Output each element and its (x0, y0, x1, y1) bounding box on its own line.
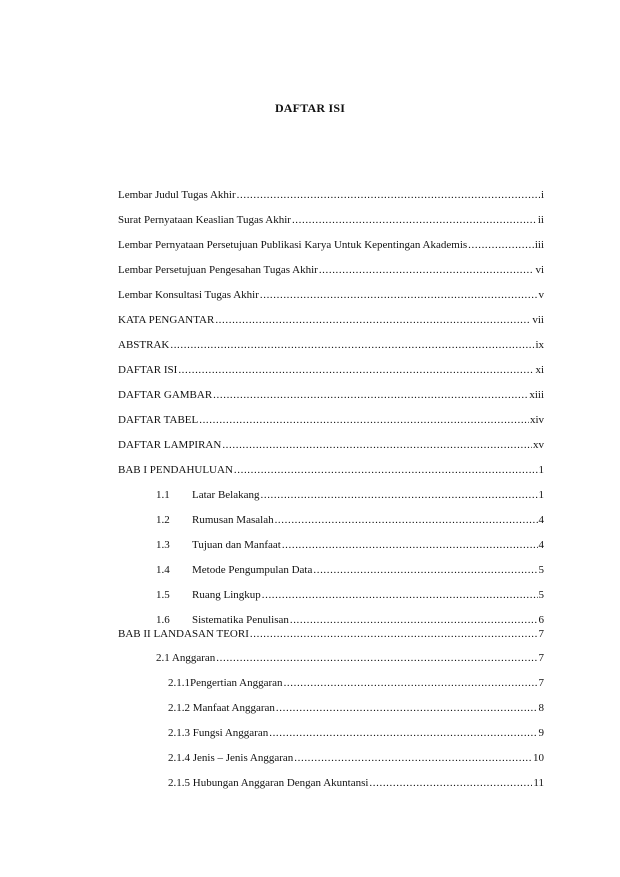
toc-entry-page: 5 (538, 564, 544, 576)
toc-entry-label: Surat Pernyataan Keaslian Tugas Akhir (118, 214, 291, 226)
toc-entry-label: Lembar Persetujuan Pengesahan Tugas Akhir (118, 264, 318, 276)
toc-entry-label: DAFTAR LAMPIRAN (118, 439, 222, 451)
toc-entry-label: BAB II LANDASAN TEORI (118, 628, 249, 640)
toc-entry (118, 413, 544, 427)
dot-leader (292, 213, 537, 227)
toc-entry-label: Sistematika Penulisan (192, 614, 289, 626)
toc-entry-page: 5 (538, 589, 544, 601)
toc-entry-label: 2.1.1Pengertian Anggaran (168, 677, 283, 689)
toc-entry (156, 651, 544, 665)
toc-entry-label: BAB I PENDAHULUAN (118, 464, 233, 476)
toc-entry-label: DAFTAR ISI (118, 364, 178, 376)
toc-entry (118, 463, 544, 477)
dot-leader (369, 776, 532, 790)
toc-entry (156, 513, 544, 527)
dot-leader (250, 627, 538, 641)
toc-entry-page: 7 (538, 628, 544, 640)
toc-entry-label: 2.1.2 Manfaat Anggaran (168, 702, 275, 714)
toc-entry-page: 9 (538, 727, 544, 739)
toc-entry-page: vii (532, 314, 544, 326)
toc-entry-page: 6 (538, 614, 544, 626)
toc-entry-label: Lembar Konsultasi Tugas Akhir (118, 289, 259, 301)
toc-entry (168, 776, 544, 790)
toc-entry (118, 213, 544, 227)
dot-leader (260, 288, 538, 302)
toc-entry (118, 238, 544, 252)
toc-entry-label: Tujuan dan Manfaat (192, 539, 281, 551)
toc-entry-label: Rumusan Masalah (192, 514, 274, 526)
toc-entry (168, 676, 544, 690)
toc-entry-label: 2.1.3 Fungsi Anggaran (168, 727, 269, 739)
toc-entry-label: Lembar Pernyataan Persetujuan Publikasi Karya Untuk Kepentingan Akademis (118, 239, 468, 251)
toc-entry-label: Ruang Lingkup (192, 589, 261, 601)
toc-entry (118, 388, 544, 402)
toc-entry-page: i (540, 189, 544, 201)
dot-leader (170, 338, 534, 352)
dot-leader (216, 651, 537, 665)
toc-entry (168, 751, 544, 765)
toc-entry-page: 4 (538, 514, 544, 526)
toc-entry-number: 1.2 (156, 514, 170, 526)
dot-leader (215, 313, 531, 327)
toc-entry-number: 1.6 (156, 614, 170, 626)
toc-entry (118, 288, 544, 302)
toc-entry (118, 263, 544, 277)
dot-leader (269, 726, 537, 740)
toc-entry-page: 10 (533, 752, 544, 764)
dot-leader (237, 188, 540, 202)
dot-leader (178, 363, 534, 377)
toc-entry-number: 1.5 (156, 589, 170, 601)
dot-leader (282, 538, 538, 552)
toc-entry-label: 2.1.5 Hubungan Anggaran Dengan Akuntansi (168, 777, 369, 789)
toc-entry-page: 1 (538, 464, 544, 476)
toc-entry-page: ix (535, 339, 544, 351)
toc-entry (118, 627, 544, 641)
toc-entry-page: 11 (533, 777, 544, 789)
toc-entry (168, 726, 544, 740)
dot-leader (222, 438, 532, 452)
toc-entry-number: 1.4 (156, 564, 170, 576)
toc-entry (156, 613, 544, 627)
toc-entry-number: 1.1 (156, 489, 170, 501)
toc-entry-label: 2.1 Anggaran (156, 652, 216, 664)
toc-entry-page: xi (535, 364, 544, 376)
toc-entry-label: KATA PENGANTAR (118, 314, 215, 326)
toc-entry-label: 2.1.4 Jenis – Jenis Anggaran (168, 752, 294, 764)
toc-entry-page: 7 (538, 652, 544, 664)
dot-leader (275, 513, 538, 527)
toc-entry-page: vi (535, 264, 544, 276)
toc-entry-number: 1.3 (156, 539, 170, 551)
toc-entry-label: Metode Pengumpulan Data (192, 564, 313, 576)
dot-leader (276, 701, 538, 715)
toc-entry-page: xv (533, 439, 544, 451)
dot-leader (290, 613, 538, 627)
toc-entry-page: iii (534, 239, 544, 251)
toc-entry (118, 313, 544, 327)
toc-entry-label: ABSTRAK (118, 339, 170, 351)
toc-entry-page: v (538, 289, 544, 301)
toc-entry (118, 338, 544, 352)
toc-entry-page: ii (537, 214, 544, 226)
toc-entry (118, 188, 544, 202)
toc-entry-label: Lembar Judul Tugas Akhir (118, 189, 236, 201)
dot-leader (213, 388, 528, 402)
dot-leader (319, 263, 535, 277)
toc-entry-page: 8 (538, 702, 544, 714)
dot-leader (234, 463, 538, 477)
toc-entry (168, 701, 544, 715)
dot-leader (261, 488, 538, 502)
dot-leader (294, 751, 532, 765)
toc-entry-page: xiii (529, 389, 544, 401)
dot-leader (468, 238, 534, 252)
dot-leader (284, 676, 538, 690)
toc-entry-page: xiv (529, 414, 544, 426)
page-title: DAFTAR ISI (274, 101, 346, 115)
dot-leader (313, 563, 537, 577)
toc-entry-label: DAFTAR TABEL (118, 414, 199, 426)
toc-entry-page: 4 (538, 539, 544, 551)
toc-entry-page: 1 (538, 489, 544, 501)
toc-entry (156, 488, 544, 502)
toc-entry (156, 563, 544, 577)
toc-entry (156, 538, 544, 552)
dot-leader (199, 413, 529, 427)
toc-entry-label: Latar Belakang (192, 489, 260, 501)
toc-entry (156, 588, 544, 602)
toc-entry (118, 438, 544, 452)
dot-leader (262, 588, 538, 602)
toc-entry-label: DAFTAR GAMBAR (118, 389, 213, 401)
toc-entry (118, 363, 544, 377)
toc-entry-page: 7 (538, 677, 544, 689)
